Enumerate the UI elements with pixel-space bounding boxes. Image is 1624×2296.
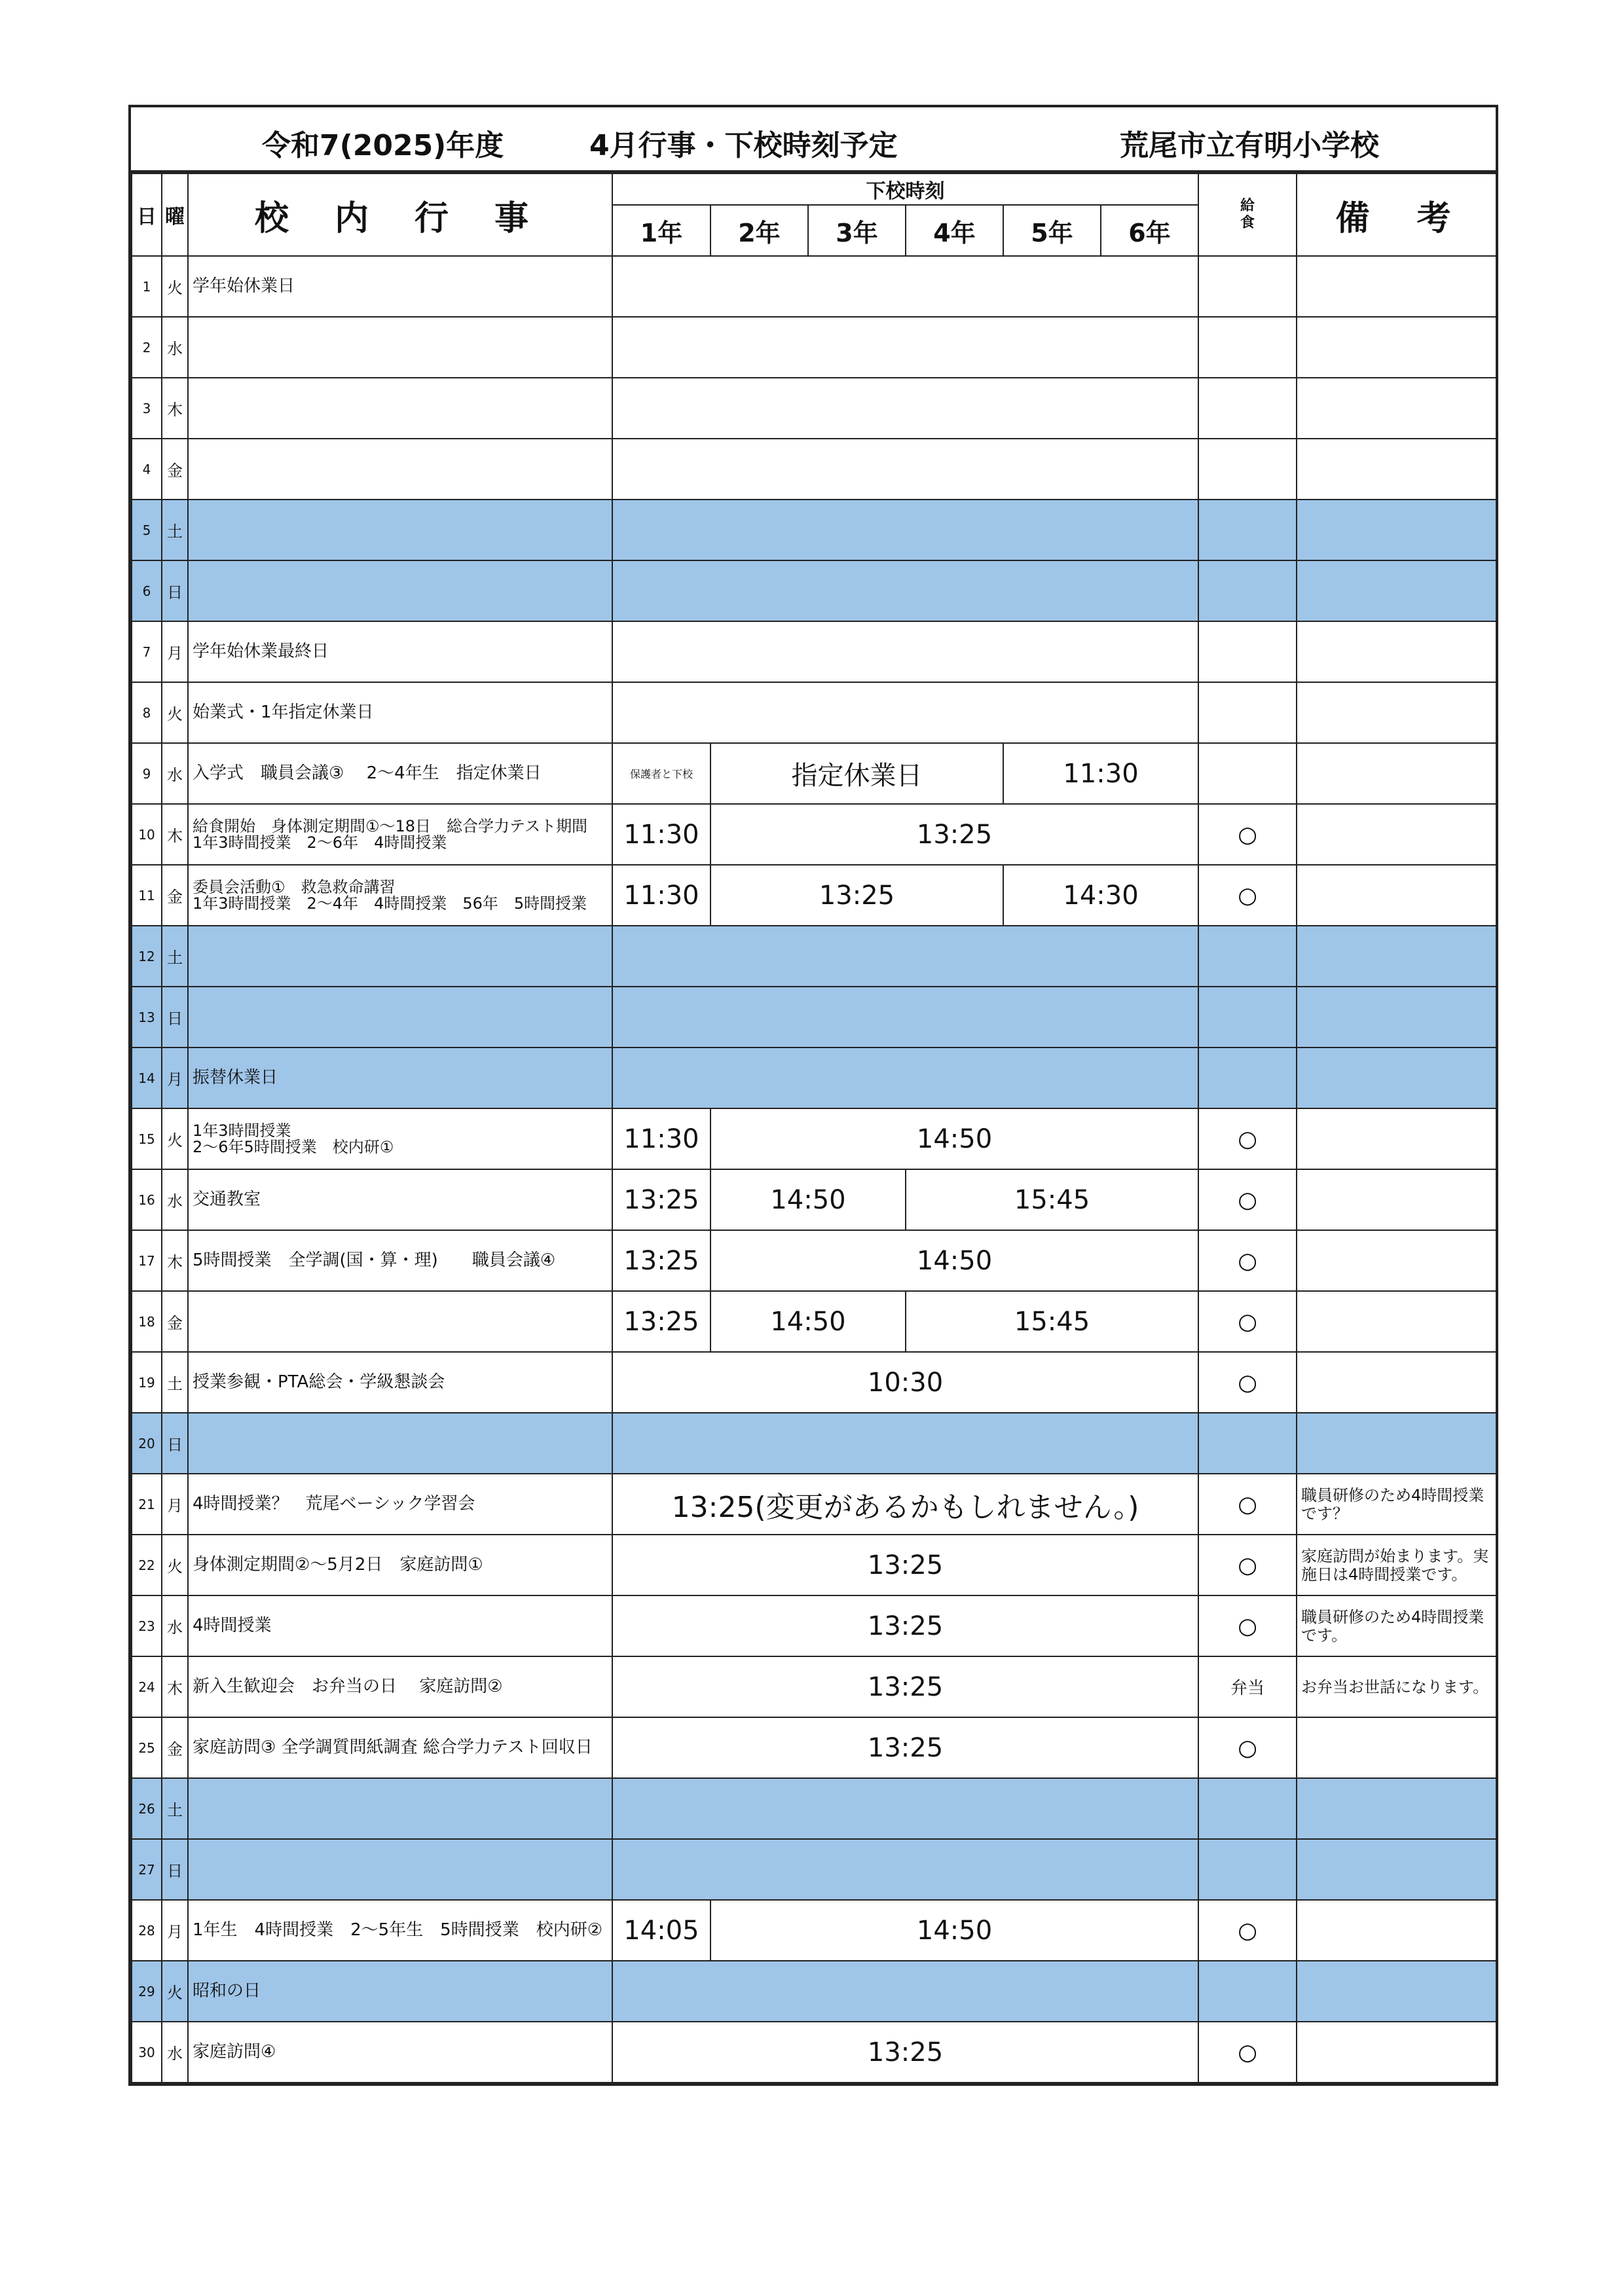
lunch-cell: ○	[1198, 1900, 1297, 1961]
lunch-cell: ○	[1198, 804, 1297, 865]
remarks-cell	[1297, 1961, 1496, 2022]
table-row	[132, 439, 1496, 500]
day-cell: 8	[132, 682, 162, 743]
remarks-cell	[1297, 1048, 1496, 1108]
lunch-cell: ○	[1198, 1352, 1297, 1413]
weekday-cell: 月	[162, 1048, 188, 1108]
dismissal-time-cell: 14:30	[1003, 865, 1198, 926]
weekday-cell: 月	[162, 1474, 188, 1535]
table-row	[132, 560, 1496, 621]
table-row	[132, 1778, 1496, 1839]
table-row	[132, 1230, 1496, 1291]
event-cell: 4時間授業？ 荒尾ベーシック学習会	[188, 1474, 612, 1535]
remarks-cell	[1297, 317, 1496, 378]
remarks-cell	[1297, 500, 1496, 560]
day-cell: 29	[132, 1961, 162, 2022]
event-cell: 1年生 4時間授業 2～5年生 5時間授業 校内研②	[188, 1900, 612, 1961]
table-row	[132, 743, 1496, 804]
table-row	[132, 1961, 1496, 2022]
event-cell: 学年始休業最終日	[188, 621, 612, 682]
event-cell: 新入生歓迎会 お弁当の日 家庭訪問②	[188, 1656, 612, 1717]
event-cell	[188, 317, 612, 378]
header-grade-1: 1年	[612, 205, 710, 256]
lunch-cell	[1198, 621, 1297, 682]
remarks-cell	[1297, 378, 1496, 439]
dismissal-cell	[612, 1961, 1198, 2022]
remarks-cell	[1297, 682, 1496, 743]
dismissal-cell	[612, 621, 1198, 682]
weekday-cell: 水	[162, 743, 188, 804]
lunch-cell	[1198, 1839, 1297, 1900]
table-row	[132, 317, 1496, 378]
weekday-cell: 火	[162, 682, 188, 743]
dismissal-cell	[612, 926, 1198, 987]
day-cell: 15	[132, 1108, 162, 1169]
dismissal-cell	[612, 378, 1198, 439]
schedule-rows	[132, 256, 1496, 2083]
dismissal-time-cell: 13:25	[612, 1291, 710, 1352]
remarks-cell	[1297, 256, 1496, 317]
dismissal-time-cell: 13:25	[612, 1169, 710, 1230]
dismissal-time-cell: 14:50	[710, 1230, 1198, 1291]
table-row	[132, 378, 1496, 439]
lunch-cell	[1198, 256, 1297, 317]
day-cell: 23	[132, 1595, 162, 1656]
header-remarks: 備 考	[1297, 173, 1496, 256]
lunch-cell	[1198, 560, 1297, 621]
dismissal-cell	[612, 500, 1198, 560]
remarks-cell	[1297, 1413, 1496, 1474]
event-cell: 家庭訪問③ 全学調質問紙調査 総合学力テスト回収日	[188, 1717, 612, 1778]
remarks-cell: お弁当お世話になります。	[1297, 1656, 1496, 1717]
weekday-cell: 月	[162, 1900, 188, 1961]
lunch-cell: ○	[1198, 1169, 1297, 1230]
event-cell: 4時間授業	[188, 1595, 612, 1656]
remarks-cell	[1297, 1839, 1496, 1900]
table-row	[132, 1413, 1496, 1474]
remarks-cell	[1297, 1778, 1496, 1839]
header-grade-4: 4年	[906, 205, 1003, 256]
event-cell	[188, 500, 612, 560]
event-cell	[188, 439, 612, 500]
weekday-cell: 月	[162, 621, 188, 682]
lunch-cell: ○	[1198, 1474, 1297, 1535]
dismissal-time-cell: 10:30	[612, 1352, 1198, 1413]
remarks-cell	[1297, 1108, 1496, 1169]
table-row	[132, 256, 1496, 317]
remarks-cell	[1297, 1291, 1496, 1352]
title-year: 令和7(2025)年度	[262, 129, 504, 162]
table-row	[132, 1656, 1496, 1717]
dismissal-time-cell: 14:50	[710, 1108, 1198, 1169]
table-row	[132, 682, 1496, 743]
remarks-cell	[1297, 1169, 1496, 1230]
weekday-cell: 水	[162, 317, 188, 378]
day-cell: 22	[132, 1535, 162, 1595]
dismissal-time-cell: 14:50	[710, 1900, 1198, 1961]
table-row	[132, 926, 1496, 987]
dismissal-time-cell: 保護者と下校	[612, 743, 710, 804]
weekday-cell: 水	[162, 2022, 188, 2083]
remarks-cell: 家庭訪問が始まります。実施日は4時間授業です。	[1297, 1535, 1496, 1595]
weekday-cell: 水	[162, 1169, 188, 1230]
lunch-cell	[1198, 378, 1297, 439]
lunch-cell: ○	[1198, 865, 1297, 926]
lunch-cell	[1198, 1778, 1297, 1839]
remarks-cell	[1297, 987, 1496, 1048]
header-dismissal: 下校時刻	[612, 173, 1198, 205]
weekday-cell: 金	[162, 865, 188, 926]
lunch-cell: ○	[1198, 1108, 1297, 1169]
day-cell: 24	[132, 1656, 162, 1717]
weekday-cell: 土	[162, 500, 188, 560]
dismissal-time-cell: 14:50	[710, 1169, 906, 1230]
day-cell: 4	[132, 439, 162, 500]
remarks-cell	[1297, 926, 1496, 987]
dismissal-cell	[612, 1413, 1198, 1474]
event-cell: 1年3時間授業 2～6年5時間授業 校内研①	[188, 1108, 612, 1169]
dismissal-time-cell: 15:45	[906, 1291, 1198, 1352]
table-row	[132, 1474, 1496, 1535]
day-cell: 14	[132, 1048, 162, 1108]
dismissal-time-cell: 指定休業日	[710, 743, 1003, 804]
lunch-cell	[1198, 743, 1297, 804]
remarks-cell	[1297, 439, 1496, 500]
dismissal-time-cell: 13:25	[612, 1717, 1198, 1778]
weekday-cell: 木	[162, 378, 188, 439]
event-cell	[188, 926, 612, 987]
table-row	[132, 1839, 1496, 1900]
lunch-cell: ○	[1198, 1230, 1297, 1291]
day-cell: 1	[132, 256, 162, 317]
remarks-cell	[1297, 865, 1496, 926]
remarks-cell	[1297, 1352, 1496, 1413]
day-cell: 16	[132, 1169, 162, 1230]
remarks-cell	[1297, 1717, 1496, 1778]
dismissal-cell	[612, 439, 1198, 500]
dismissal-time-cell: 13:25	[710, 865, 1003, 926]
event-cell: 振替休業日	[188, 1048, 612, 1108]
table-row	[132, 2022, 1496, 2083]
lunch-cell	[1198, 926, 1297, 987]
dismissal-cell	[612, 256, 1198, 317]
dismissal-time-cell: 14:05	[612, 1900, 710, 1961]
table-row	[132, 1291, 1496, 1352]
weekday-cell: 日	[162, 560, 188, 621]
event-cell: 始業式・1年指定休業日	[188, 682, 612, 743]
header-grade-5: 5年	[1003, 205, 1101, 256]
day-cell: 27	[132, 1839, 162, 1900]
event-cell	[188, 1291, 612, 1352]
title-subject: 4月行事・下校時刻予定	[589, 129, 898, 162]
dismissal-cell	[612, 682, 1198, 743]
table-row	[132, 1717, 1496, 1778]
lunch-cell: ○	[1198, 1535, 1297, 1595]
dismissal-time-cell: 13:25	[612, 1595, 1198, 1656]
day-cell: 26	[132, 1778, 162, 1839]
table-row	[132, 865, 1496, 926]
event-cell: 授業参観・PTA総会・学級懇談会	[188, 1352, 612, 1413]
dismissal-cell	[612, 1048, 1198, 1108]
dismissal-time-cell: 11:30	[1003, 743, 1198, 804]
remarks-cell	[1297, 804, 1496, 865]
event-cell	[188, 987, 612, 1048]
weekday-cell: 土	[162, 1352, 188, 1413]
remarks-cell	[1297, 2022, 1496, 2083]
lunch-cell	[1198, 439, 1297, 500]
table-row	[132, 1352, 1496, 1413]
remarks-cell	[1297, 621, 1496, 682]
dismissal-cell	[612, 317, 1198, 378]
event-cell: 身体測定期間②～5月2日 家庭訪問①	[188, 1535, 612, 1595]
table-row	[132, 1535, 1496, 1595]
table-row	[132, 1169, 1496, 1230]
event-cell	[188, 1839, 612, 1900]
lunch-cell	[1198, 500, 1297, 560]
day-cell: 5	[132, 500, 162, 560]
event-cell: 家庭訪問④	[188, 2022, 612, 2083]
day-cell: 21	[132, 1474, 162, 1535]
weekday-cell: 水	[162, 1595, 188, 1656]
table-row	[132, 1595, 1496, 1656]
table-row	[132, 804, 1496, 865]
remarks-cell	[1297, 743, 1496, 804]
lunch-cell	[1198, 1961, 1297, 2022]
weekday-cell: 木	[162, 1230, 188, 1291]
remarks-cell	[1297, 1900, 1496, 1961]
day-cell: 19	[132, 1352, 162, 1413]
event-cell	[188, 560, 612, 621]
header-day: 日	[132, 173, 162, 256]
event-cell: 交通教室	[188, 1169, 612, 1230]
weekday-cell: 木	[162, 1656, 188, 1717]
weekday-cell: 火	[162, 1535, 188, 1595]
lunch-cell: ○	[1198, 1291, 1297, 1352]
event-cell: 委員会活動① 救急救命講習 1年3時間授業 2～4年 4時間授業 56年 5時間授業	[188, 865, 612, 926]
dismissal-cell	[612, 1778, 1198, 1839]
day-cell: 11	[132, 865, 162, 926]
weekday-cell: 日	[162, 1839, 188, 1900]
title-bar	[131, 107, 1496, 173]
lunch-cell: 弁当	[1198, 1656, 1297, 1717]
table-row	[132, 621, 1496, 682]
header-events: 校 内 行 事	[188, 173, 612, 256]
header-grade-2: 2年	[710, 205, 808, 256]
event-cell	[188, 1413, 612, 1474]
weekday-cell: 火	[162, 1108, 188, 1169]
event-cell: 昭和の日	[188, 1961, 612, 2022]
event-cell: 学年始休業日	[188, 256, 612, 317]
weekday-cell: 木	[162, 804, 188, 865]
remarks-cell: 職員研修のため4時間授業です？	[1297, 1474, 1496, 1535]
header-grade-3: 3年	[808, 205, 906, 256]
event-cell: 入学式 職員会議③ 2～4年生 指定休業日	[188, 743, 612, 804]
weekday-cell: 金	[162, 1291, 188, 1352]
header-lunch: 給 食	[1198, 173, 1297, 256]
dismissal-cell	[612, 560, 1198, 621]
weekday-cell: 火	[162, 1961, 188, 2022]
remarks-cell	[1297, 560, 1496, 621]
day-cell: 12	[132, 926, 162, 987]
lunch-cell	[1198, 682, 1297, 743]
weekday-cell: 金	[162, 439, 188, 500]
lunch-cell: ○	[1198, 2022, 1297, 2083]
day-cell: 9	[132, 743, 162, 804]
lunch-cell	[1198, 1048, 1297, 1108]
dismissal-cell	[612, 1839, 1198, 1900]
dismissal-time-cell: 13:25	[612, 1230, 710, 1291]
event-cell	[188, 1778, 612, 1839]
schedule-table	[131, 173, 1497, 2083]
title-school: 荒尾市立有明小学校	[1120, 129, 1379, 162]
weekday-cell: 日	[162, 1413, 188, 1474]
day-cell: 3	[132, 378, 162, 439]
dismissal-time-cell: 13:25	[612, 1656, 1198, 1717]
table-row	[132, 1108, 1496, 1169]
lunch-cell: ○	[1198, 1595, 1297, 1656]
event-cell: 5時間授業 全学調(国・算・理) 職員会議④	[188, 1230, 612, 1291]
dismissal-time-cell: 15:45	[906, 1169, 1198, 1230]
dismissal-cell	[612, 987, 1198, 1048]
weekday-cell: 火	[162, 256, 188, 317]
table-row	[132, 1048, 1496, 1108]
table-row	[132, 1900, 1496, 1961]
lunch-cell	[1198, 1413, 1297, 1474]
table-row	[132, 987, 1496, 1048]
table-row	[132, 500, 1496, 560]
day-cell: 2	[132, 317, 162, 378]
day-cell: 6	[132, 560, 162, 621]
day-cell: 13	[132, 987, 162, 1048]
lunch-cell	[1198, 317, 1297, 378]
remarks-cell: 職員研修のため4時間授業です。	[1297, 1595, 1496, 1656]
dismissal-time-cell: 13:25(変更があるかもしれません。)	[612, 1474, 1198, 1535]
weekday-cell: 土	[162, 926, 188, 987]
event-cell: 給食開始 身体測定期間①～18日 総合学力テスト期間 1年3時間授業 2～6年 4時間授業	[188, 804, 612, 865]
header-grade-6: 6年	[1101, 205, 1198, 256]
weekday-cell: 金	[162, 1717, 188, 1778]
dismissal-time-cell: 13:25	[612, 2022, 1198, 2083]
schedule-sheet	[128, 105, 1498, 2086]
remarks-cell	[1297, 1230, 1496, 1291]
day-cell: 20	[132, 1413, 162, 1474]
event-cell	[188, 378, 612, 439]
day-cell: 18	[132, 1291, 162, 1352]
day-cell: 10	[132, 804, 162, 865]
header-weekday: 曜	[162, 173, 188, 256]
dismissal-time-cell: 13:25	[710, 804, 1198, 865]
weekday-cell: 土	[162, 1778, 188, 1839]
day-cell: 28	[132, 1900, 162, 1961]
day-cell: 7	[132, 621, 162, 682]
lunch-cell	[1198, 987, 1297, 1048]
dismissal-time-cell: 13:25	[612, 1535, 1198, 1595]
lunch-cell: ○	[1198, 1717, 1297, 1778]
dismissal-time-cell: 11:30	[612, 804, 710, 865]
day-cell: 17	[132, 1230, 162, 1291]
weekday-cell: 日	[162, 987, 188, 1048]
dismissal-time-cell: 11:30	[612, 1108, 710, 1169]
dismissal-time-cell: 14:50	[710, 1291, 906, 1352]
dismissal-time-cell: 11:30	[612, 865, 710, 926]
day-cell: 25	[132, 1717, 162, 1778]
day-cell: 30	[132, 2022, 162, 2083]
